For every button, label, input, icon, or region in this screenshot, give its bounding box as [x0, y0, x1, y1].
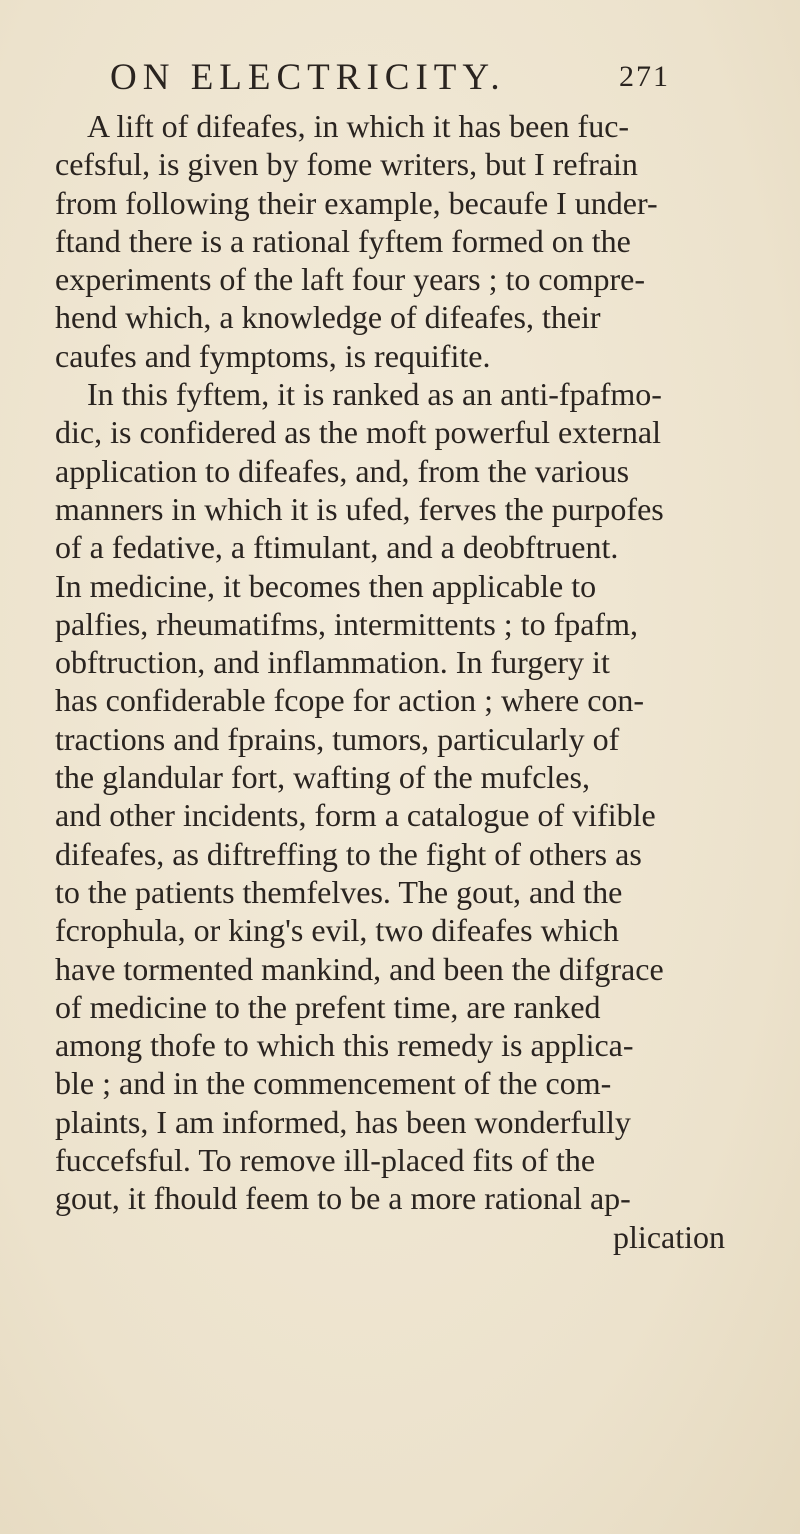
text-line: has confiderable fcope for action ; where con-	[55, 682, 645, 719]
text-line: obftruction, and inflammation. In furgery it	[55, 644, 610, 681]
running-head	[110, 56, 670, 100]
text-line: caufes and fymptoms, is requifite.	[55, 337, 491, 374]
text-line: from following their example, becaufe I under-	[55, 184, 658, 221]
text-line: A lift of difeafes, in which it has been fuc-	[87, 108, 630, 144]
text-line: ftand there is a rational fyftem formed on the	[55, 222, 631, 259]
text-line: to the patients themfelves. The gout, and the	[55, 873, 623, 910]
text-line: tractions and fprains, tumors, particularly of	[55, 720, 620, 757]
text-line: manners in which it is ufed, ferves the purpofes	[55, 490, 664, 527]
text-line: In this fyftem, it is ranked as an anti-fpafmo-	[87, 376, 662, 413]
text-line: cefsful, is given by fome writers, but I refrain	[55, 146, 638, 183]
text-line: In medicine, it becomes then applicable to	[55, 567, 597, 604]
text-line: and other incidents, form a catalogue of vifible	[55, 797, 656, 834]
text-line: the glandular fort, wafting of the mufcles,	[55, 759, 590, 796]
text-line: application to difeafes, and, from the various	[55, 452, 630, 489]
body-text	[55, 107, 745, 1256]
catchword: plication	[613, 1218, 725, 1255]
text-line: difeafes, as diftreffing to the fight of others as	[55, 835, 642, 872]
text-line: among thofe to which this remedy is applica-	[55, 1027, 634, 1064]
text-line: hend which, a knowledge of difeafes, their	[55, 299, 601, 336]
text-line: dic, is confidered as the moft powerful external	[55, 414, 661, 451]
running-title: ON ELECTRICITY.	[110, 57, 506, 98]
text-line: experiments of the laft four years ; to compre-	[55, 261, 645, 298]
text-line: of medicine to the prefent time, are ranked	[55, 988, 601, 1025]
text-line: fuccefsful. To remove ill-placed fits of the	[55, 1142, 596, 1179]
text-line: fcrophula, or king's evil, two difeafes which	[55, 912, 619, 949]
text-line: palfies, rheumatifms, intermittents ; to fpafm,	[55, 605, 638, 642]
text-line: plaints, I am informed, has been wonderfully	[55, 1103, 631, 1140]
text-line: of a fedative, a ftimulant, and a deobftruent.	[55, 529, 619, 566]
text-line: have tormented mankind, and been the difgrace	[55, 950, 664, 987]
page-number: 271	[619, 60, 670, 93]
text-line: ble ; and in the commencement of the com-	[55, 1065, 612, 1102]
text-line: gout, it fhould feem to be a more rational ap-	[55, 1180, 631, 1217]
